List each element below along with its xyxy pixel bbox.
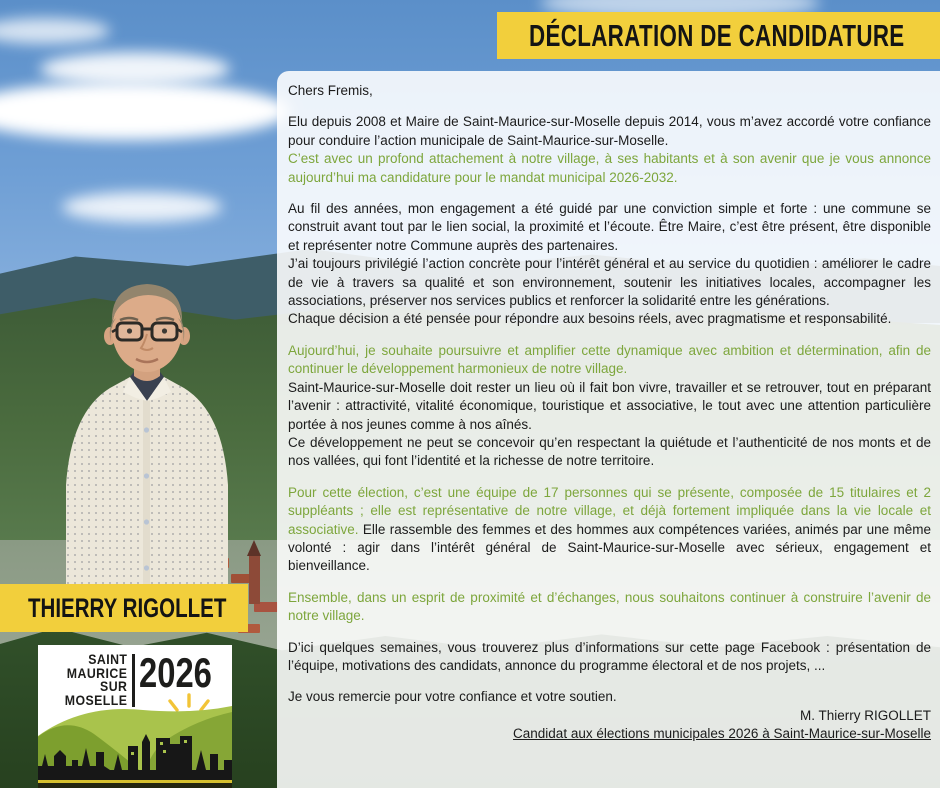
letter-paragraph: [288, 434, 931, 471]
paragraph-segment: Pour cette élection, c’est une équipe de 17 personnes qui se présente, composée de 15 titulaires et 2 suppléants ; elle est représentative de notre village, et déjà fortement impliquée dans la vie locale et associative.: [288, 484, 931, 537]
candidate-name: THIERRY RIGOLLET: [28, 592, 227, 623]
paragraph-segment: D’ici quelques semaines, vous trouverez plus d’informations sur cette page Facebook : présentation de l’équipe, motivations des candidats, annonce du programme électoral et de nos projets, ...: [288, 639, 931, 673]
letter-paragraph: [288, 82, 931, 100]
paragraph-segment: Candidat aux élections municipales 2026 à Saint-Maurice-sur-Moselle: [513, 726, 931, 742]
letter-paragraph: [288, 379, 931, 434]
letter-paragraph: [288, 113, 931, 150]
paragraph-segment: Au fil des années, mon engagement a été guidé par une conviction simple et forte : une commune se construit avant tout par le lien social, la proximité et l’écoute. Être Maire, c’est être présent, être disponible et représenter notre Commune auprès des partenaires.: [288, 201, 931, 253]
cloud: [40, 52, 230, 86]
paragraph-segment: Ensemble, dans un esprit de proximité et d’échanges, nous souhaitons continuer à construire l’avenir de notre village.: [288, 589, 931, 624]
declaration-title: DÉCLARATION DE CANDIDATURE: [529, 17, 905, 53]
logo-line: SAINT: [88, 651, 128, 667]
campaign-logo: [38, 645, 232, 788]
paragraph-segment: Je vous remercie pour votre confiance et votre soutien.: [288, 689, 617, 705]
paragraph-segment: M. Thierry RIGOLLET: [799, 707, 931, 723]
letter-paragraph: [288, 342, 931, 379]
letter-paragraph: [288, 725, 931, 743]
declaration-banner: [497, 12, 940, 59]
paragraph-segment: Chers Fremis,: [288, 83, 373, 98]
paragraph-segment: Chaque décision a été pensée pour répondre aux besoins réels, avec pragmatisme et responsabilité.: [288, 311, 892, 327]
logo-line: SUR: [100, 678, 128, 694]
letter-panel: [277, 71, 940, 788]
candidate-name-banner: [0, 584, 248, 632]
letter-paragraph: [288, 310, 931, 328]
paragraph-segment: J’ai toujours privilégié l’action concrète pour l’intérêt général et au service du quotidien : améliorer le cadre de vie à travers sa qualité et son environnement, soutenir les initiatives locales, accompagner les associations, préserver nos services publics et renforcer la solidarité entre les générations.: [288, 256, 931, 309]
paragraph-segment: Elu depuis 2008 et Maire de Saint-Maurice-sur-Moselle depuis 2014, vous m’avez accordé votre confiance pour conduire l’action municipale de Saint-Maurice-sur-Moselle.: [288, 114, 931, 148]
letter-paragraphs: [288, 82, 931, 744]
letter-paragraph: [288, 688, 931, 706]
paragraph-segment: Ce développement ne peut se concevoir qu’en respectant la quiétude et l’authenticité de nos monts et de nos vallées, qui font l’identité et la richesse de notre territoire.: [288, 434, 931, 469]
paragraph-segment: Elle rassemble des femmes et des hommes aux compétences variées, animés par une même volonté : agir dans l’intérêt général de Saint-Maurice-sur-Moselle avec sérieux, engagement et bienveillance.: [288, 521, 931, 574]
paragraph-segment: Aujourd’hui, je souhaite poursuivre et amplifier cette dynamique avec ambition et détermination, afin de continuer le développement harmonieux de notre village.: [288, 342, 931, 377]
letter-paragraph: [288, 707, 931, 725]
logo-year: 2026: [138, 649, 212, 696]
logo-hills: [38, 698, 232, 788]
candidate-photo: [38, 280, 256, 632]
letter-paragraph: [288, 200, 931, 255]
cloud: [62, 192, 222, 222]
letter-paragraph: [288, 150, 931, 187]
letter-paragraph: [288, 589, 931, 626]
paragraph-segment: C’est avec un profond attachement à notre village, à ses habitants et à son avenir que je vous annonce aujourd’hui ma candidature pour le mandat municipal 2026-2032.: [288, 151, 931, 185]
paragraph-segment: Saint-Maurice-sur-Moselle doit rester un lieu où il fait bon vivre, travailler et se retrouver, tout en préparant l’avenir : attractivité, vitalité économique, touristique et associative, le tout avec une attention particulière portée à nos jeunes comme à nos aînés.: [288, 379, 931, 432]
letter-paragraph: [288, 255, 931, 310]
logo-line: MOSELLE: [64, 691, 128, 708]
letter-paragraph: [288, 639, 931, 676]
logo-line: MAURICE: [66, 664, 128, 681]
letter-paragraph: [288, 484, 931, 576]
